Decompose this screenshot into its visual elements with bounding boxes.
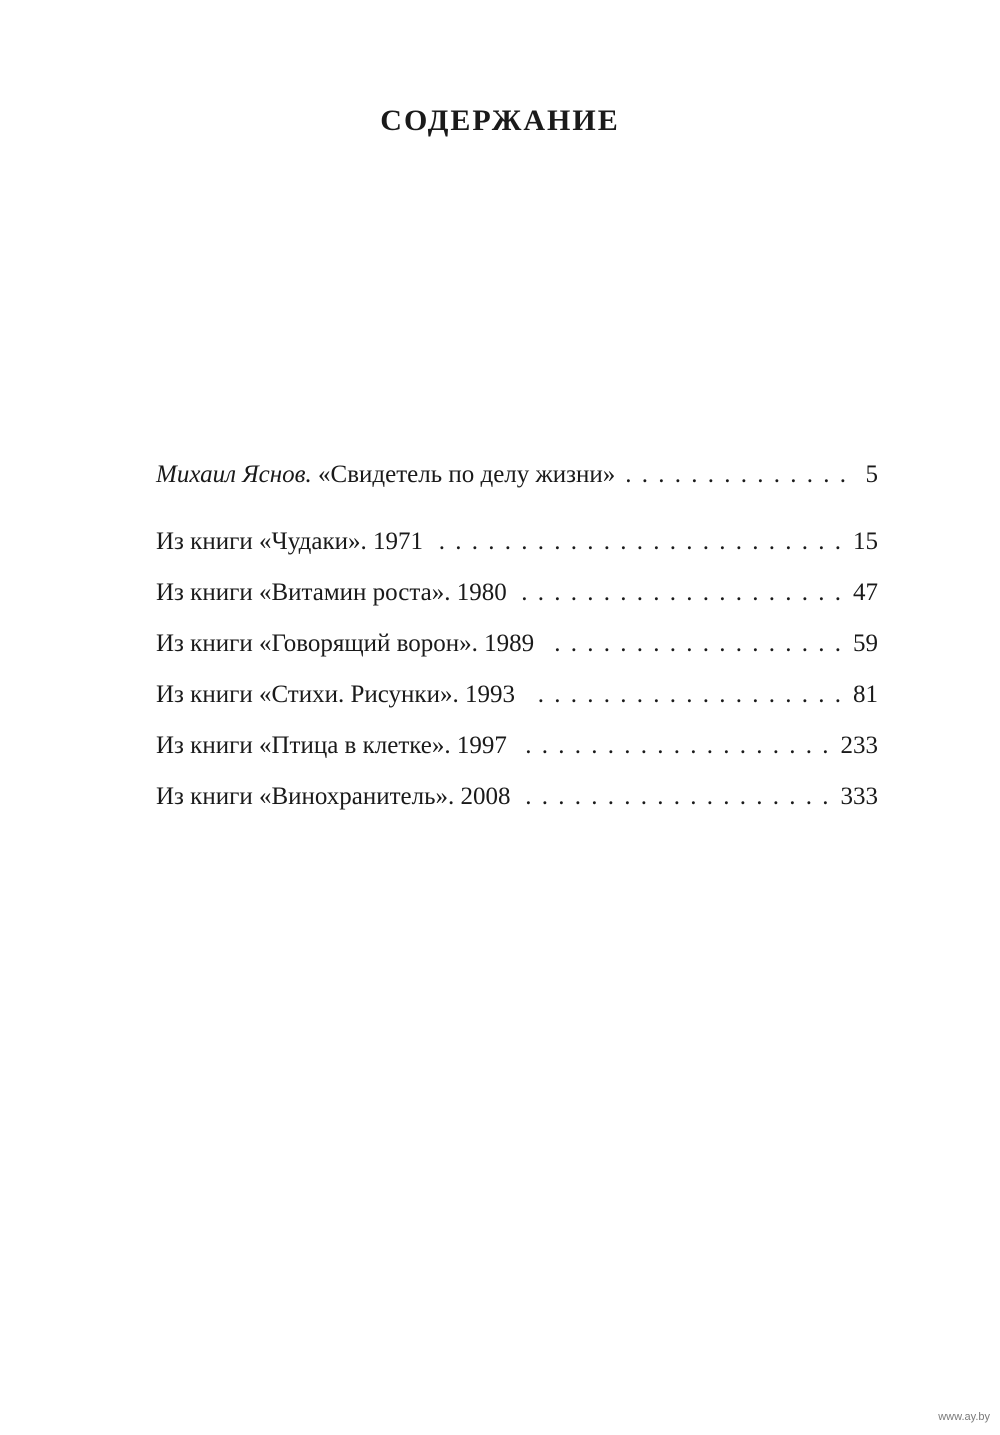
toc-entry-page: 233 — [840, 732, 878, 759]
toc-entry-title: Из книги «Чудаки». 1971 — [156, 528, 423, 555]
toc-entry-govoryashchiy-voron[interactable] — [156, 629, 878, 659]
toc-entry-stikhi-risunki[interactable] — [156, 680, 878, 710]
dot-leader — [519, 731, 829, 761]
toc-entry-page: 81 — [853, 681, 878, 708]
toc-entry-page: 47 — [853, 579, 878, 606]
toc-entry-preface[interactable] — [156, 460, 878, 490]
dot-leader — [527, 680, 841, 710]
toc-entry-title: Из книги «Птица в клетке». 1997 — [156, 732, 507, 759]
dot-leader — [435, 527, 841, 557]
dot-leader — [523, 782, 829, 812]
toc-entry-title: «Свидетель по делу жизни» — [318, 461, 616, 488]
toc-entry-ptitsa-v-kletke[interactable] — [156, 731, 878, 761]
toc-entry-label — [156, 460, 615, 490]
toc-entry-page: 333 — [840, 783, 878, 810]
dot-leader — [546, 629, 841, 659]
toc-entry-author: Михаил Яснов. — [156, 461, 312, 488]
toc-entry-title: Из книги «Винохранитель». 2008 — [156, 783, 511, 810]
toc-entry-title: Из книги «Говорящий ворон». 1989 — [156, 630, 535, 657]
toc-entry-chudaki[interactable] — [156, 527, 878, 557]
dot-leader — [627, 460, 846, 490]
toc-entry-page: 59 — [853, 630, 878, 657]
toc-entry-vitamin-rosta[interactable] — [156, 578, 878, 608]
toc-entry-vinokhranitel[interactable] — [156, 782, 878, 812]
toc-entry-page: 15 — [853, 528, 878, 555]
toc-entry-title: Из книги «Стихи. Рисунки». 1993 — [156, 681, 515, 708]
watermark: www.ay.by — [938, 1411, 990, 1423]
dot-leader — [519, 578, 841, 608]
toc-entry-title: Из книги «Витамин роста». 1980 — [156, 579, 507, 606]
page-title: СОДЕРЖАНИЕ — [380, 104, 620, 137]
toc-entry-page: 5 — [865, 461, 878, 488]
